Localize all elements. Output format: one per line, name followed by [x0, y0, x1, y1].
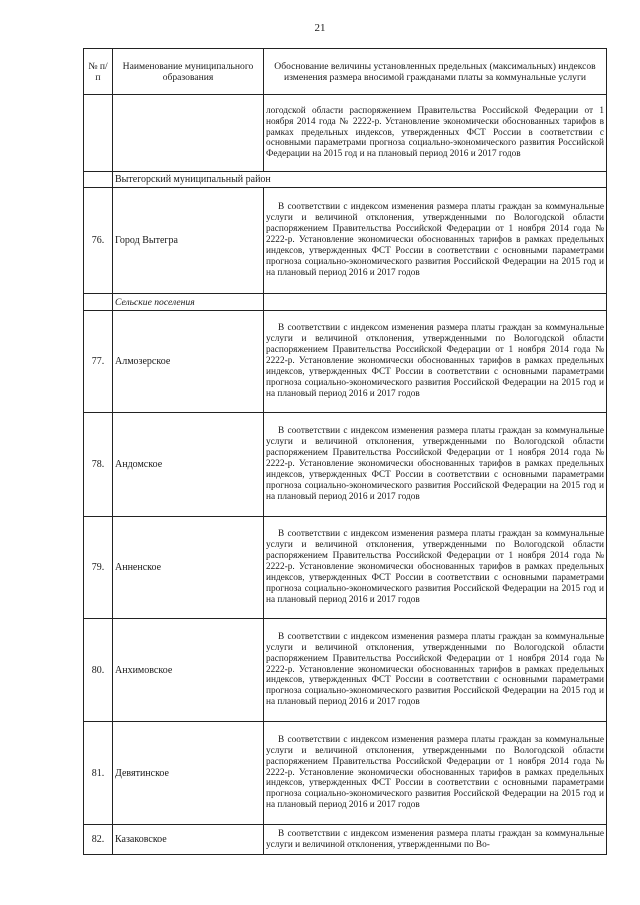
header-num: № п/п: [84, 49, 113, 95]
justification-text: В соответствии с индексом изменения размера платы граждан за коммунальные услуги и величиной отклонения, утвержденными по Вологодской области распоряжением Правительства Российской Федерации от 1 ноября 2014 года № 2222-р. Установление экономически обоснованных тарифов в рамках предельных индексов, утвержденных ФСТ России в соответствии с основными параметрами прогноза социально-экономического развития Российской Федерации на 2015 год и на плановый период 2016 и 2017 годов: [264, 517, 607, 619]
row-number: 82.: [84, 825, 113, 855]
municipality-name: Алмозерское: [113, 311, 264, 413]
row-number: 77.: [84, 311, 113, 413]
municipality-name: Андомское: [113, 413, 264, 517]
district-row: [84, 172, 607, 188]
table-row: [84, 517, 607, 619]
row-number: 80.: [84, 619, 113, 722]
district-heading: Вытегорский муниципальный район: [113, 172, 607, 188]
municipality-name: Город Вытегра: [113, 188, 264, 294]
justification-text: В соответствии с индексом изменения размера платы граждан за коммунальные услуги и величиной отклонения, утвержденными по Вологодской области распоряжением Правительства Российской Федерации от 1 ноября 2014 года № 2222-р. Установление экономически обоснованных тарифов в рамках предельных индексов, утвержденных ФСТ России в соответствии с основными параметрами прогноза социально-экономического развития Российской Федерации на 2015 год и на плановый период 2016 и 2017 годов: [264, 722, 607, 825]
continuation-row: [84, 95, 607, 172]
justification-text: В соответствии с индексом изменения размера платы граждан за коммунальные услуги и величиной отклонения, утвержденными по Вологодской области распоряжением Правительства Российской Федерации от 1 ноября 2014 года № 2222-р. Установление экономически обоснованных тарифов в рамках предельных индексов, утвержденных ФСТ России в соответствии с основными параметрами прогноза социально-экономического развития Российской Федерации на 2015 год и на плановый период 2016 и 2017 годов: [264, 413, 607, 517]
justification-text: В соответствии с индексом изменения размера платы граждан за коммунальные услуги и величиной отклонения, утвержденными по Во-: [264, 825, 607, 855]
table-row: [84, 188, 607, 294]
table-row: [84, 413, 607, 517]
row-number: 76.: [84, 188, 113, 294]
header-justification: Обоснование величины установленных предельных (максимальных) индексов изменения размера вносимой гражданами платы за коммунальные услуги: [264, 49, 607, 95]
page-number: 21: [314, 22, 326, 34]
municipality-name: Анненское: [113, 517, 264, 619]
header-name: Наименование муниципального образования: [113, 49, 264, 95]
municipality-name: Девятинское: [113, 722, 264, 825]
municipality-name: Казаковское: [113, 825, 264, 855]
table-row: [84, 722, 607, 825]
subheading-row: [84, 294, 607, 311]
table-row: [84, 619, 607, 722]
table-row: [84, 311, 607, 413]
row-number: 78.: [84, 413, 113, 517]
tariff-index-table: [83, 48, 607, 855]
justification-text: В соответствии с индексом изменения размера платы граждан за коммунальные услуги и величиной отклонения, утвержденными по Вологодской области распоряжением Правительства Российской Федерации от 1 ноября 2014 года № 2222-р. Установление экономически обоснованных тарифов в рамках предельных индексов, утвержденных ФСТ России в соответствии с основными параметрами прогноза социально-экономического развития Российской Федерации на 2015 год и на плановый период 2016 и 2017 годов: [264, 311, 607, 413]
justification-text: В соответствии с индексом изменения размера платы граждан за коммунальные услуги и величиной отклонения, утвержденными по Вологодской области распоряжением Правительства Российской Федерации от 1 ноября 2014 года № 2222-р. Установление экономически обоснованных тарифов в рамках предельных индексов, утвержденных ФСТ России в соответствии с основными параметрами прогноза социально-экономического развития Российской Федерации на 2015 год и на плановый период 2016 и 2017 годов: [264, 188, 607, 294]
table-row: [84, 825, 607, 855]
row-number: 79.: [84, 517, 113, 619]
settlements-subheading: Сельские поселения: [113, 294, 264, 311]
justification-text: В соответствии с индексом изменения размера платы граждан за коммунальные услуги и величиной отклонения, утвержденными по Вологодской области распоряжением Правительства Российской Федерации от 1 ноября 2014 года № 2222-р. Установление экономически обоснованных тарифов в рамках предельных индексов, утвержденных ФСТ России в соответствии с основными параметрами прогноза социально-экономического развития Российской Федерации на 2015 год и на плановый период 2016 и 2017 годов: [264, 619, 607, 722]
municipality-name: Анхимовское: [113, 619, 264, 722]
header-row: [84, 49, 607, 95]
row-number: 81.: [84, 722, 113, 825]
continuation-text: логодской области распоряжением Правительства Российской Федерации от 1 ноября 2014 года № 2222-р. Установление экономически обоснованных тарифов в рамках предельных индексов, утвержденных ФСТ России в соответствии с основными параметрами прогноза социально-экономического развития Российской Федерации на 2015 год и на плановый период 2016 и 2017 годов: [264, 95, 607, 172]
